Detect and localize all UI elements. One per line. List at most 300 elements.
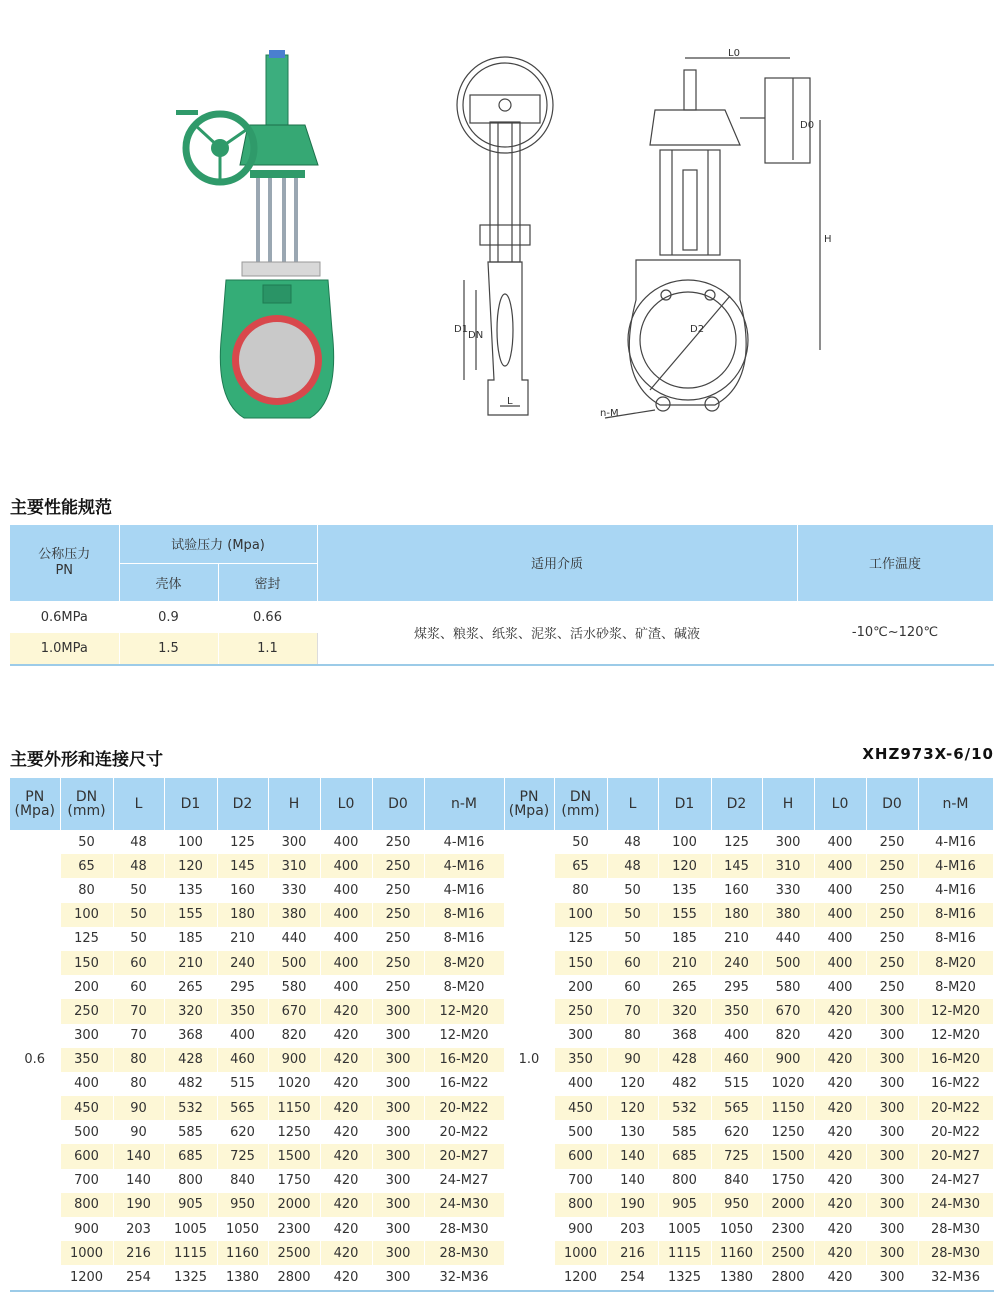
header-nominal-pressure: 公称压力 PN — [10, 525, 119, 601]
cell-h: 2500 — [762, 1241, 814, 1265]
cell-n-m: 20-M22 — [918, 1096, 993, 1120]
label-l: L — [507, 396, 513, 407]
cell-l0: 400 — [814, 854, 866, 878]
cell-l: 140 — [113, 1169, 164, 1193]
cell-temperature: -10℃~120℃ — [797, 601, 993, 665]
label-d2: D2 — [690, 324, 705, 335]
cell-dn: 300 — [60, 1024, 113, 1048]
cell-n-m: 20-M22 — [424, 1120, 504, 1144]
cell-seal: 0.66 — [218, 601, 317, 633]
cell-d2: 950 — [711, 1193, 762, 1217]
cell-d2: 210 — [711, 927, 762, 951]
cell-l0: 420 — [320, 999, 372, 1023]
header-dn: DN (mm) — [60, 778, 113, 830]
cell-l0: 420 — [320, 1265, 372, 1290]
cell-dn: 1000 — [60, 1241, 113, 1265]
cell-n-m: 8-M16 — [424, 927, 504, 951]
cell-l: 50 — [113, 903, 164, 927]
cell-d1: 368 — [164, 1024, 217, 1048]
cell-l0: 420 — [320, 1048, 372, 1072]
header-l: L — [113, 778, 164, 830]
cell-l0: 420 — [814, 1144, 866, 1168]
cell-l: 70 — [607, 999, 658, 1023]
cell-l: 48 — [607, 854, 658, 878]
cell-d2: 1160 — [711, 1241, 762, 1265]
cell-dn: 450 — [60, 1096, 113, 1120]
cell-n-m: 8-M20 — [424, 975, 504, 999]
cell-d2: 125 — [217, 830, 268, 854]
table-row — [10, 1024, 993, 1048]
cell-d0: 300 — [372, 1096, 424, 1120]
cell-n-m: 4-M16 — [918, 854, 993, 878]
cell-h: 1020 — [268, 1072, 320, 1096]
header-l0: L0 — [320, 778, 372, 830]
cell-h: 380 — [762, 903, 814, 927]
cell-d2: 950 — [217, 1193, 268, 1217]
cell-h: 1150 — [268, 1096, 320, 1120]
cell-dn: 1000 — [554, 1241, 607, 1265]
cell-d2: 1380 — [217, 1265, 268, 1290]
cell-d2: 620 — [711, 1120, 762, 1144]
cell-d0: 250 — [866, 927, 918, 951]
header-shell: 壳体 — [119, 563, 218, 601]
cell-d0: 250 — [372, 927, 424, 951]
header-d2: D2 — [217, 778, 268, 830]
cell-d2: 160 — [217, 878, 268, 902]
cell-l0: 400 — [320, 975, 372, 999]
cell-n-m: 8-M16 — [918, 903, 993, 927]
cell-d0: 300 — [866, 1217, 918, 1241]
cell-d2: 240 — [217, 951, 268, 975]
cell-d2: 725 — [711, 1144, 762, 1168]
cell-d1: 320 — [164, 999, 217, 1023]
cell-dn: 80 — [554, 878, 607, 902]
cell-n-m: 8-M20 — [918, 951, 993, 975]
cell-l: 50 — [607, 903, 658, 927]
cell-d1: 685 — [164, 1144, 217, 1168]
cell-l: 60 — [113, 951, 164, 975]
cell-d2: 565 — [711, 1096, 762, 1120]
cell-h: 310 — [268, 854, 320, 878]
cell-d2: 1050 — [711, 1217, 762, 1241]
cell-dn: 150 — [60, 951, 113, 975]
cell-l0: 400 — [320, 951, 372, 975]
cell-d0: 250 — [372, 878, 424, 902]
cell-h: 2800 — [762, 1265, 814, 1290]
cell-l0: 420 — [814, 1120, 866, 1144]
cell-d1: 1325 — [658, 1265, 711, 1290]
cell-h: 300 — [268, 830, 320, 854]
cell-n-m: 16-M20 — [424, 1048, 504, 1072]
cell-d0: 250 — [866, 903, 918, 927]
cell-d2: 620 — [217, 1120, 268, 1144]
header-seal: 密封 — [218, 563, 317, 601]
cell-d0: 300 — [372, 999, 424, 1023]
performance-title: 主要性能规范 — [10, 498, 112, 518]
cell-d1: 265 — [658, 975, 711, 999]
cell-d1: 368 — [658, 1024, 711, 1048]
cell-h: 300 — [762, 830, 814, 854]
cell-l: 140 — [113, 1144, 164, 1168]
cell-l0: 400 — [814, 927, 866, 951]
cell-d1: 685 — [658, 1144, 711, 1168]
cell-dn: 1200 — [60, 1265, 113, 1290]
cell-dn: 250 — [60, 999, 113, 1023]
cell-l0: 400 — [814, 830, 866, 854]
valve-photo — [176, 50, 334, 418]
table-row — [10, 1048, 993, 1072]
cell-d0: 250 — [866, 878, 918, 902]
cell-l: 80 — [607, 1024, 658, 1048]
cell-h: 580 — [268, 975, 320, 999]
table-row — [10, 601, 993, 633]
cell-h: 820 — [762, 1024, 814, 1048]
cell-n-m: 4-M16 — [424, 854, 504, 878]
cell-d1: 428 — [658, 1048, 711, 1072]
cell-dn: 600 — [60, 1144, 113, 1168]
cell-l0: 420 — [320, 1024, 372, 1048]
cell-dn: 400 — [60, 1072, 113, 1096]
cell-d0: 300 — [866, 1241, 918, 1265]
cell-dn: 50 — [554, 830, 607, 854]
header-d0: D0 — [372, 778, 424, 830]
cell-d1: 135 — [164, 878, 217, 902]
cell-l: 70 — [113, 1024, 164, 1048]
cell-d0: 300 — [866, 1144, 918, 1168]
cell-l: 216 — [113, 1241, 164, 1265]
label-n-m: n-M — [600, 408, 619, 419]
cell-l: 80 — [113, 1072, 164, 1096]
cell-l0: 420 — [814, 1193, 866, 1217]
cell-d1: 482 — [658, 1072, 711, 1096]
cell-l: 120 — [607, 1072, 658, 1096]
cell-n-m: 12-M20 — [918, 999, 993, 1023]
cell-l0: 400 — [814, 903, 866, 927]
cell-dn: 65 — [60, 854, 113, 878]
table-row — [10, 903, 993, 927]
cell-h: 2300 — [762, 1217, 814, 1241]
cell-dn: 500 — [554, 1120, 607, 1144]
cell-h: 380 — [268, 903, 320, 927]
cell-d2: 240 — [711, 951, 762, 975]
cell-n-m: 12-M20 — [918, 1024, 993, 1048]
cell-d0: 250 — [866, 975, 918, 999]
cell-l0: 400 — [814, 878, 866, 902]
cell-h: 2000 — [268, 1193, 320, 1217]
cell-h: 2300 — [268, 1217, 320, 1241]
cell-dn: 200 — [60, 975, 113, 999]
header-d2: D2 — [711, 778, 762, 830]
cell-d1: 1115 — [164, 1241, 217, 1265]
table-row — [10, 1144, 993, 1168]
cell-seal: 1.1 — [218, 633, 317, 665]
cell-dn: 700 — [60, 1169, 113, 1193]
cell-d2: 840 — [217, 1169, 268, 1193]
label-dn: DN — [468, 330, 484, 341]
table-row — [10, 1169, 993, 1193]
cell-l: 60 — [607, 975, 658, 999]
cell-d0: 300 — [372, 1217, 424, 1241]
cell-dn: 100 — [60, 903, 113, 927]
cell-l: 60 — [113, 975, 164, 999]
cell-dn: 80 — [60, 878, 113, 902]
cell-n-m: 20-M27 — [424, 1144, 504, 1168]
cell-d0: 250 — [372, 975, 424, 999]
cell-h: 820 — [268, 1024, 320, 1048]
dimensions-table — [10, 778, 994, 1292]
cell-d2: 515 — [711, 1072, 762, 1096]
header-test-pressure: 试验压力 (Mpa) — [119, 525, 317, 563]
cell-n-m: 32-M36 — [918, 1265, 993, 1290]
cell-h: 440 — [268, 927, 320, 951]
cell-d1: 1115 — [658, 1241, 711, 1265]
cell-dn: 700 — [554, 1169, 607, 1193]
cell-l0: 420 — [814, 999, 866, 1023]
cell-d0: 300 — [866, 999, 918, 1023]
cell-d1: 265 — [164, 975, 217, 999]
cell-n-m: 12-M20 — [424, 999, 504, 1023]
cell-medium: 煤浆、粮浆、纸浆、泥浆、活水砂浆、矿渣、碱液 — [317, 601, 797, 665]
cell-dn: 125 — [554, 927, 607, 951]
cell-d1: 532 — [658, 1096, 711, 1120]
cell-dn: 400 — [554, 1072, 607, 1096]
cell-d1: 428 — [164, 1048, 217, 1072]
dimensions-title: 主要外形和连接尺寸 — [10, 750, 163, 770]
cell-d1: 800 — [658, 1169, 711, 1193]
cell-d2: 400 — [217, 1024, 268, 1048]
cell-l: 70 — [113, 999, 164, 1023]
cell-n-m: 16-M20 — [918, 1048, 993, 1072]
cell-d2: 840 — [711, 1169, 762, 1193]
cell-l: 203 — [113, 1217, 164, 1241]
cell-l0: 420 — [814, 1024, 866, 1048]
cell-d2: 1050 — [217, 1217, 268, 1241]
cell-d0: 300 — [372, 1048, 424, 1072]
cell-dn: 100 — [554, 903, 607, 927]
cell-d0: 250 — [372, 854, 424, 878]
cell-d1: 185 — [164, 927, 217, 951]
cell-l0: 400 — [814, 951, 866, 975]
header-d0: D0 — [866, 778, 918, 830]
cell-dn: 150 — [554, 951, 607, 975]
cell-l: 90 — [113, 1120, 164, 1144]
cell-n-m: 16-M22 — [424, 1072, 504, 1096]
cell-d1: 905 — [658, 1193, 711, 1217]
cell-h: 1750 — [268, 1169, 320, 1193]
cell-dn: 800 — [60, 1193, 113, 1217]
header-pn: PN (Mpa) — [504, 778, 554, 830]
label-h: H — [824, 234, 832, 245]
cell-d0: 300 — [866, 1265, 918, 1290]
cell-d1: 800 — [164, 1169, 217, 1193]
cell-d2: 400 — [711, 1024, 762, 1048]
label-l0: L0 — [728, 48, 740, 59]
left-pn-cell: 0.6 — [10, 830, 60, 1291]
table-row — [10, 1217, 993, 1241]
cell-dn: 900 — [60, 1217, 113, 1241]
cell-n-m: 24-M30 — [918, 1193, 993, 1217]
cell-l: 48 — [607, 830, 658, 854]
cell-l0: 420 — [814, 1048, 866, 1072]
cell-l: 48 — [113, 854, 164, 878]
cell-l0: 400 — [320, 878, 372, 902]
cell-shell: 0.9 — [119, 601, 218, 633]
cell-n-m: 28-M30 — [424, 1241, 504, 1265]
cell-l0: 420 — [814, 1072, 866, 1096]
cell-d1: 100 — [658, 830, 711, 854]
header-h: H — [268, 778, 320, 830]
right-pn-cell: 1.0 — [504, 830, 554, 1291]
cell-d1: 482 — [164, 1072, 217, 1096]
cell-l: 90 — [113, 1096, 164, 1120]
header-h: H — [762, 778, 814, 830]
cell-h: 1250 — [762, 1120, 814, 1144]
cell-d0: 300 — [866, 1024, 918, 1048]
cell-h: 330 — [762, 878, 814, 902]
cell-d0: 250 — [866, 951, 918, 975]
cell-dn: 800 — [554, 1193, 607, 1217]
cell-d0: 250 — [866, 830, 918, 854]
header-l0: L0 — [814, 778, 866, 830]
cell-l: 50 — [113, 927, 164, 951]
cell-h: 500 — [762, 951, 814, 975]
cell-l0: 420 — [320, 1241, 372, 1265]
table-row — [10, 854, 993, 878]
cell-d1: 210 — [658, 951, 711, 975]
cell-n-m: 8-M20 — [424, 951, 504, 975]
cell-l0: 420 — [320, 1217, 372, 1241]
cell-h: 2800 — [268, 1265, 320, 1290]
cell-h: 310 — [762, 854, 814, 878]
cell-d0: 300 — [866, 1072, 918, 1096]
cell-d2: 180 — [217, 903, 268, 927]
label-d1: D1 — [454, 324, 469, 335]
cell-l: 50 — [607, 878, 658, 902]
cell-dn: 1200 — [554, 1265, 607, 1290]
cell-l0: 420 — [814, 1096, 866, 1120]
table-row — [10, 975, 993, 999]
cell-h: 1150 — [762, 1096, 814, 1120]
cell-h: 580 — [762, 975, 814, 999]
cell-h: 1500 — [268, 1144, 320, 1168]
cell-d1: 585 — [164, 1120, 217, 1144]
cell-dn: 300 — [554, 1024, 607, 1048]
cell-h: 440 — [762, 927, 814, 951]
cell-n-m: 20-M27 — [918, 1144, 993, 1168]
cell-d0: 250 — [372, 903, 424, 927]
cell-h: 2500 — [268, 1241, 320, 1265]
table-row — [10, 927, 993, 951]
header-pn: PN (Mpa) — [10, 778, 60, 830]
cell-d2: 460 — [217, 1048, 268, 1072]
cell-shell: 1.5 — [119, 633, 218, 665]
cell-l: 203 — [607, 1217, 658, 1241]
header-dn: DN (mm) — [554, 778, 607, 830]
cell-pn: 1.0MPa — [10, 633, 119, 665]
table-row — [10, 1265, 993, 1290]
performance-table — [10, 525, 994, 666]
front-view-drawing — [605, 58, 820, 418]
header-n-m: n-M — [918, 778, 993, 830]
cell-dn: 600 — [554, 1144, 607, 1168]
cell-n-m: 12-M20 — [424, 1024, 504, 1048]
cell-d2: 725 — [217, 1144, 268, 1168]
cell-d2: 1380 — [711, 1265, 762, 1290]
cell-d0: 250 — [372, 830, 424, 854]
cell-d1: 135 — [658, 878, 711, 902]
cell-n-m: 8-M20 — [918, 975, 993, 999]
cell-n-m: 20-M22 — [424, 1096, 504, 1120]
cell-d2: 1160 — [217, 1241, 268, 1265]
cell-h: 1750 — [762, 1169, 814, 1193]
cell-d0: 250 — [372, 951, 424, 975]
cell-d2: 210 — [217, 927, 268, 951]
cell-d1: 155 — [164, 903, 217, 927]
cell-n-m: 20-M22 — [918, 1120, 993, 1144]
cell-l: 216 — [607, 1241, 658, 1265]
cell-h: 670 — [268, 999, 320, 1023]
cell-l0: 400 — [814, 975, 866, 999]
cell-n-m: 24-M27 — [918, 1169, 993, 1193]
table-row — [10, 1241, 993, 1265]
cell-d2: 180 — [711, 903, 762, 927]
cell-h: 2000 — [762, 1193, 814, 1217]
cell-l: 50 — [113, 878, 164, 902]
cell-l0: 400 — [320, 903, 372, 927]
table-row — [10, 1096, 993, 1120]
cell-n-m: 4-M16 — [918, 830, 993, 854]
cell-d0: 300 — [372, 1144, 424, 1168]
cell-d0: 300 — [372, 1024, 424, 1048]
cell-n-m: 28-M30 — [918, 1217, 993, 1241]
side-view-drawing — [457, 57, 553, 415]
cell-l0: 420 — [814, 1241, 866, 1265]
cell-l: 254 — [113, 1265, 164, 1290]
header-temperature: 工作温度 — [797, 525, 993, 601]
cell-l: 140 — [607, 1144, 658, 1168]
cell-d2: 350 — [217, 999, 268, 1023]
cell-l0: 420 — [320, 1144, 372, 1168]
cell-n-m: 28-M30 — [424, 1217, 504, 1241]
cell-d2: 350 — [711, 999, 762, 1023]
cell-h: 1250 — [268, 1120, 320, 1144]
cell-dn: 500 — [60, 1120, 113, 1144]
cell-d2: 295 — [711, 975, 762, 999]
cell-d0: 250 — [866, 854, 918, 878]
cell-d0: 300 — [866, 1120, 918, 1144]
cell-d2: 145 — [711, 854, 762, 878]
cell-d1: 100 — [164, 830, 217, 854]
model-code: XHZ973X-6/10 — [862, 745, 994, 763]
cell-dn: 125 — [60, 927, 113, 951]
cell-d0: 300 — [372, 1241, 424, 1265]
cell-h: 1500 — [762, 1144, 814, 1168]
header-l: L — [607, 778, 658, 830]
cell-l: 60 — [607, 951, 658, 975]
cell-l: 50 — [607, 927, 658, 951]
cell-h: 500 — [268, 951, 320, 975]
cell-h: 900 — [762, 1048, 814, 1072]
cell-n-m: 24-M27 — [424, 1169, 504, 1193]
cell-d0: 300 — [372, 1265, 424, 1290]
cell-l: 120 — [607, 1096, 658, 1120]
cell-n-m: 16-M22 — [918, 1072, 993, 1096]
cell-l: 80 — [113, 1048, 164, 1072]
cell-l0: 420 — [814, 1217, 866, 1241]
cell-d0: 300 — [372, 1169, 424, 1193]
cell-d2: 145 — [217, 854, 268, 878]
cell-dn: 50 — [60, 830, 113, 854]
